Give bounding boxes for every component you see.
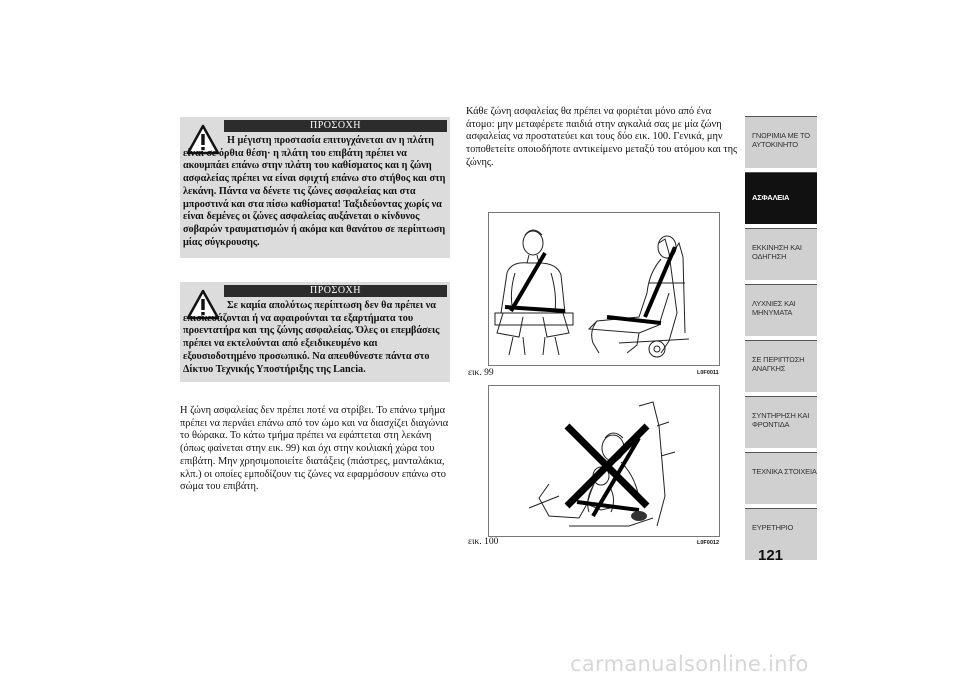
warning-title: ΠΡΟΣΟΧΗ: [224, 285, 447, 297]
chapter-sidebar: [745, 116, 817, 564]
watermark: carmanualsonline.info: [570, 652, 809, 676]
tab-safety[interactable]: ΑΣΦΑΛΕΙΑ: [745, 172, 817, 224]
seatbelt-wearing-illustration: [489, 213, 719, 365]
figure-99-code: L0F0011: [697, 370, 719, 376]
warning-box-pretensioner: [180, 282, 450, 382]
figure-99-seatbelt-correct-use: [488, 212, 720, 366]
child-on-lap-illustration: [489, 386, 719, 536]
warning-text: Σε καμία απολύτως περίπτωση δεν θα πρέπει να επισκευάζονται ή να αφαιρούνται τα εξαρτήματα του προεντατήρα και της ζώνης ασφαλείας. Όλες οι επεμβάσεις πρέπει να εκτελούνται από εξειδικευμένο και εξουσιοδοτημένο προσωπικό. Να απευθύνεστε πάντα στο Δίκτυο Τεχνικής Υποστήριξης της Lancia.: [183, 300, 440, 375]
tab-technical-data[interactable]: ΤΕΧΝΙΚΑ ΣΤΟΙΧΕΙΑ: [745, 452, 817, 504]
warning-box-seating-position: [180, 117, 450, 258]
figure-100-seatbelt-incorrect-use: [488, 385, 720, 537]
warning-text: Η μέγιστη προστασία επιτυγχάνεται αν η πλάτη είναι σε όρθια θέση· η πλάτη του επιβάτη πρέπει να ακουμπάει επάνω στην πλάτη του καθίσματος και η ζώνη ασφαλείας πρέπει να είναι σφιχτή επάνω στο στήθος και στη λεκάνη. Πάντα να δένετε τις ζώνες ασφαλείας και στα μπροστινά και στα πίσω καθίσματα! Ταξιδεύοντας χωρίς να είναι δεμένες οι ζώνες ασφαλείας αυξάνεται ο κίνδυνος σοβαρών τραυματισμών ή ακόμα και θανάτου σε περίπτωση μίας σύγκρουσης.: [183, 135, 446, 248]
tab-maintenance[interactable]: ΣΥΝΤΗΡΗΣΗ ΚΑΙ ΦΡΟΝΤΙΔΑ: [745, 396, 817, 448]
tab-warning-lights[interactable]: ΛΥΧΝΙΕΣ ΚΑΙ ΜΗΝΥΜΑΤΑ: [745, 284, 817, 336]
warning-title: ΠΡΟΣΟΧΗ: [224, 120, 447, 132]
figure-99-caption: εικ. 99: [468, 368, 494, 378]
body-paragraph-one-person-per-belt: Κάθε ζώνη ασφαλείας θα πρέπει να φοριέται μόνο από ένα άτομο: μην μεταφέρετε παιδιά στην αγκαλιά σας με μία ζώνη ασφαλείας να προστατεύει και τους δύο εικ. 100. Γενικά, μην τοποθετείτε οποιοδήποτε αντικείμενο μεταξύ του ατόμου και της ζώνης.: [466, 106, 738, 168]
body-paragraph-belt-position: Η ζώνη ασφαλείας δεν πρέπει ποτέ να στρίβει. Το επάνω τμήμα πρέπει να περνάει επάνω από τον ώμο και να διασχίζει διαγώνια το θώρακα. Το κάτω τμήμα πρέπει να εφάπτεται στη λεκάνη (όπως φαίνεται στην εικ. 99) και όχι στην κοιλιακή χώρα του επιβάτη. Μην χρησιμοποιείτε διατάξεις (πιάστρες, μανταλάκια, κλπ.) οι οποίες εμποδίζουν τις ζώνες να εφαρμόσουν επάνω στο σώμα του επιβάτη.: [180, 405, 449, 493]
tab-starting-driving[interactable]: ΕΚΚΙΝΗΣΗ ΚΑΙ ΟΔΗΓΗΣΗ: [745, 228, 817, 280]
tab-getting-to-know[interactable]: ΓΝΩΡΙΜΙΑ ΜΕ ΤΟ ΑΥΤΟΚΙΝΗΤΟ: [745, 116, 817, 168]
tab-index[interactable]: ΕΥΡΕΤΗΡΙΟ: [745, 508, 817, 560]
page-number: 121: [758, 547, 784, 564]
figure-100-code: L0F0012: [697, 540, 720, 546]
figure-100-caption: εικ. 100: [468, 537, 499, 547]
tab-emergency[interactable]: ΣΕ ΠΕΡΙΠΤΩΣΗ ΑΝΑΓΚΗΣ: [745, 340, 817, 392]
